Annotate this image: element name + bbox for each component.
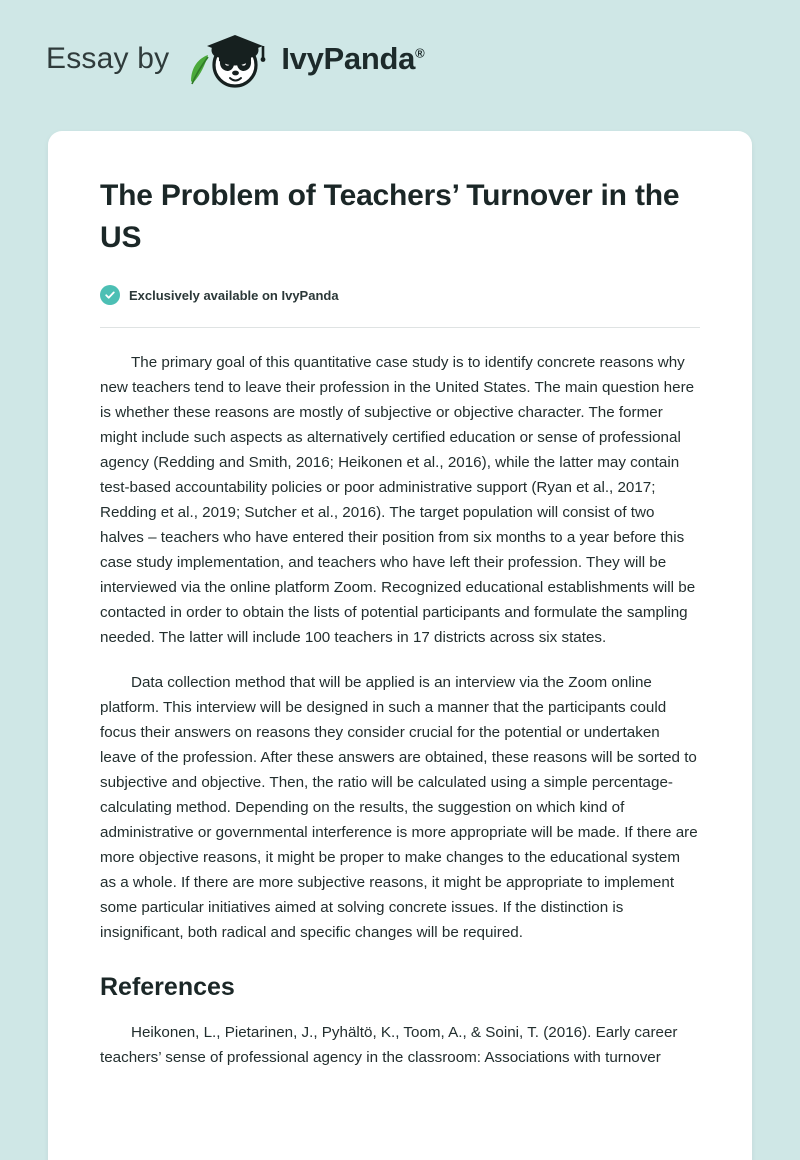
exclusive-label: Exclusively available on IvyPanda [129,287,339,303]
essay-card [48,131,752,1160]
body-paragraph-2: Data collection method that will be applied is an interview via the Zoom online platform. This interview will be designed in such a manner that the participants could focus their answers on reasons they consider crucial for the potential or undertaken leave of the profession. After these answers are obtained, these reasons will be sorted to subjective and objective. Then, the ratio will be calculated using a simple percentage-calculating method. Depending on the results, the suggestion on which kind of administrative or governmental interference is more appropriate will be made. If there are more objective reasons, it might be proper to make changes to the educational system as a whole. If there are more subjective reasons, it might be appropriate to implement some particular initiatives aimed at solving concrete issues. If the distinction is insignificant, both radical and specific changes will be required. [100,674,698,941]
exclusive-badge [100,285,700,305]
header-divider [100,327,700,328]
references-heading: References [100,973,235,1001]
page-title: The Problem of Teachers’ Turnover in the US [100,179,680,254]
check-circle-icon [100,285,120,305]
reference-item-1: Heikonen, L., Pietarinen, J., Pyhältö, K., Toom, A., & Soini, T. (2016). Early career teachers’ sense of professional agency in the classroom: Associations with turnover [100,1024,678,1066]
essay-by-label: Essay by [46,42,170,75]
ivypanda-wordmark [281,41,424,77]
body-paragraph-1: The primary goal of this quantitative case study is to identify concrete reasons why new teachers tend to leave their profession in the United States. The main question here is whether these reasons are mostly of subjective or objective character. The former might include such aspects as alternatively certified education or sense of professional agency (Redding and Smith, 2016; Heikonen et al., 2016), while the latter may contain test-based accountability policies or poor administrative support (Ryan et al., 2017; Redding et al., 2019; Sutcher et al., 2016). The target population will consist of two halves – teachers who have entered their position from six months to a year before this case study implementation, and teachers who have left their profession. They will be interviewed via the online platform Zoom. Recognized educational establishments will be contacted in order to obtain the lists of potential participants and formulate the sampling needed. The latter will include 100 teachers in 17 districts across six states. [100,354,696,646]
brand-header [0,0,800,80]
ivypanda-logo[interactable] [183,27,424,91]
registered-mark: ® [415,45,425,61]
brand-name: IvyPanda [281,41,416,76]
panda-graduate-logo-icon [183,27,275,91]
